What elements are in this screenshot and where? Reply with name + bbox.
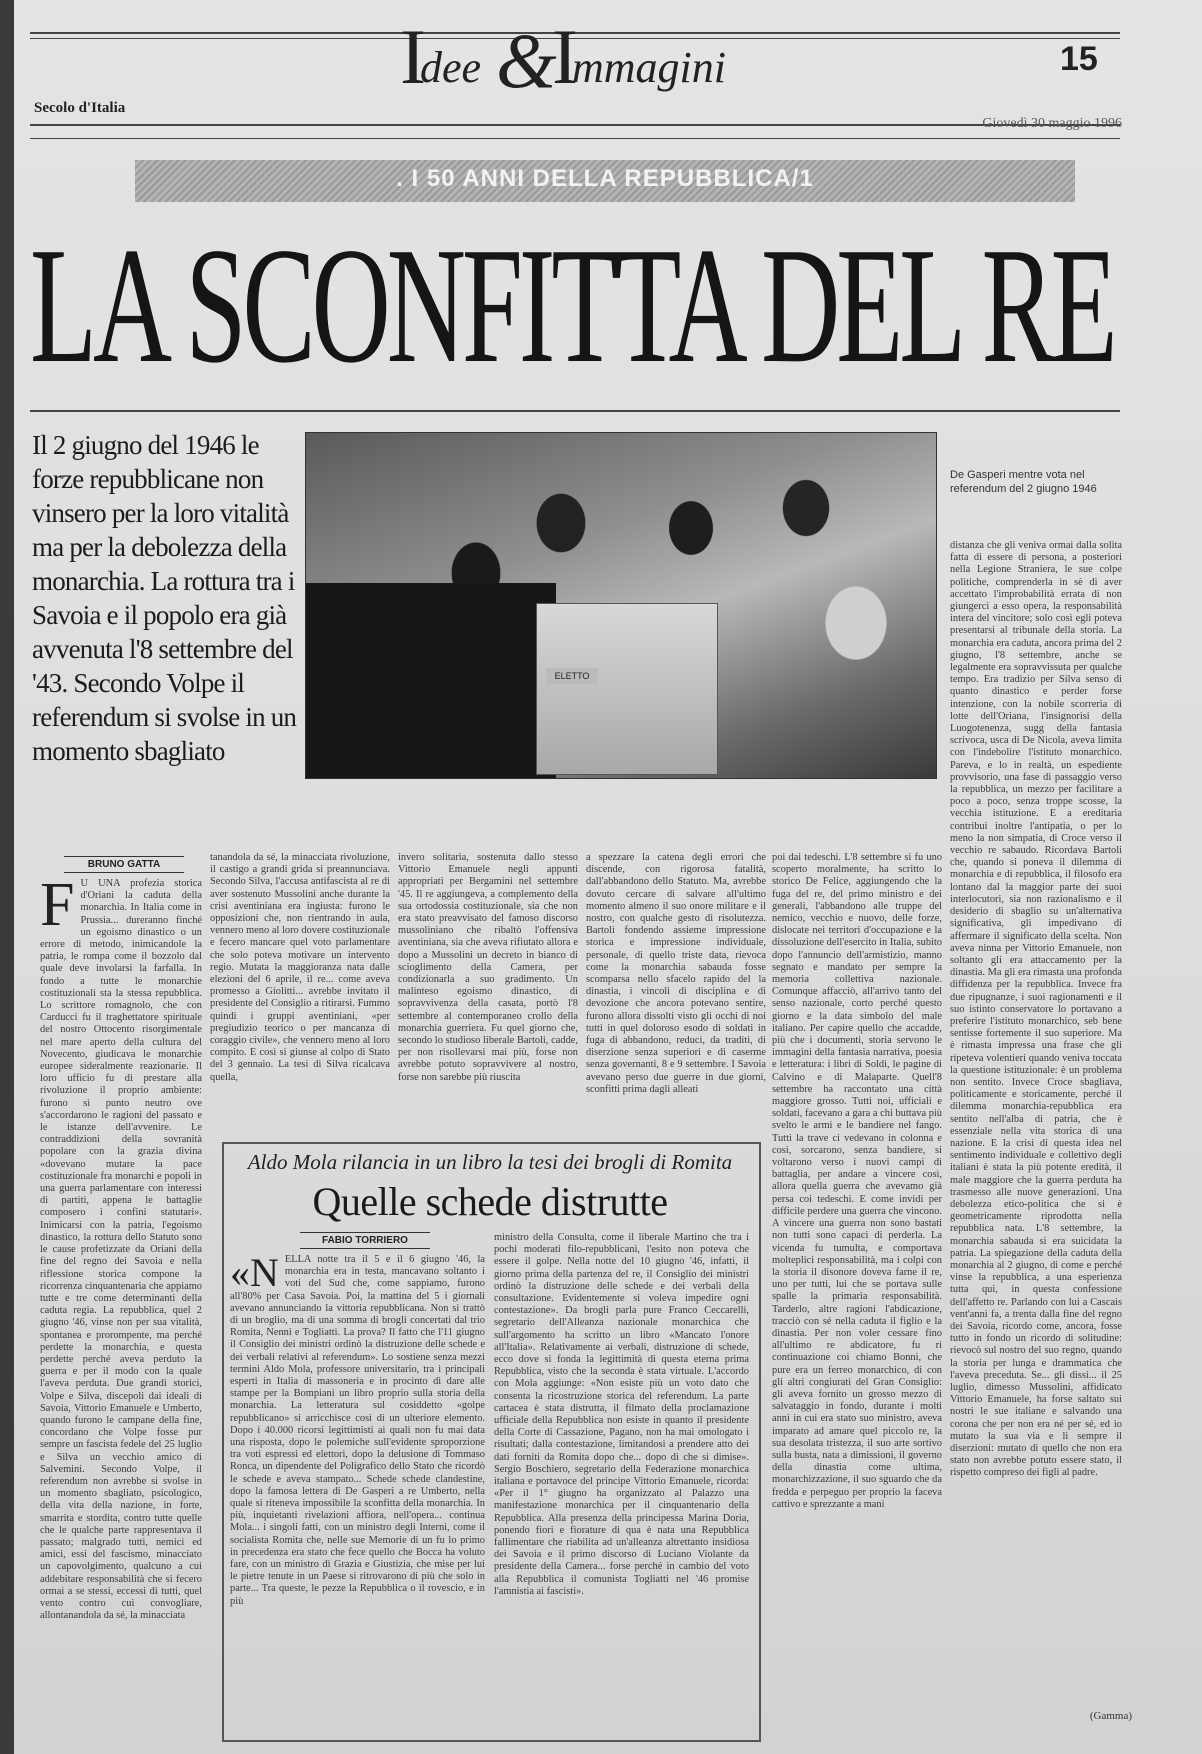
- main-headline: LA SCONFITTA DEL RE: [30, 213, 1114, 397]
- section-initial-i2: I: [552, 13, 578, 100]
- sidebar-title: Quelle schede distrutte: [312, 1179, 668, 1224]
- article1-column-2: tanandola da sé, la minacciata rivoluzione, il castigo a grandi grida si preannunciava. Secondo Silva, l'accusa antifascista al re di aver sostenuto Mussolini anche durante la crisi aventiniana era ingiusta: furono le opposizioni che, non rientrando in aula, vennero meno al loro dovere costituzionale e fecero mancare quel voto parlamentare che solo poteva motivare un intervento regio. Mutata la maggioranza nata dalle elezioni del 6 aprile, il re... come aveva promesso a Giolitti... avrebbe invitato il presidente del Consiglio a ritirarsi. Fummo quindi i gruppi aventiniani, «per pregiudizio teorico o per mancanza di coraggio civile», che vennero meno al loro compito. E così si giunse al colpo di Stato del 3 gennaio. La tesi di Silva ricalcava quella,: [210, 852, 390, 1083]
- issue-date: Giovedì 30 maggio 1996: [982, 116, 1122, 131]
- article1-column-6: distanza che gli veniva ormai dalla solita fatta di essere di persona, a posteriori nella Legione Straniera, le sue colpe politiche, comprenderla in sè di aver accettato l'improbabilità errata di non giungerci a esso opera, la responsabilità intera del vincitore; solo così egli poteva presentarsi al tribunale della storia. La monarchia era caduta, ancora prima del 2 giugno, l'8 settembre, anche se legalmente era sopravvissuta per qualche tempo. Era tradizio per Silva senso di quanto dinastico e perder forse intenzione, con la nobile scorreria di lotte dell'Oriana, l'insignorisi della Luogotenenza, sugg della fantasia scrivoca, usca di De Nicola, aveva limita con l'indebolire l'istituto monarchico. Pareva, e lo in realtà, un espediente provvisorio, una fase di passaggio verso la repubblica, un mezzo per facilitare a poco a poco, senza troppe scosse, la vecchia istituzione. E a ereditaria contribuì inoltre l'antipatia, o per lo meno la non simpatia, di Croce verso il vecchio re sabaudo. Ricordava Bartoli che, quando si poneva il dilemma di monarchia e di repubblica, il filosofo era lontano dal la maggior parte dei suoi interlocutori, sia non razionalismo e il desiderio di sbaglio su un'alternativa significativa, gli impedivano di affermare il significato della scelta. Non aveva ninna per Vittorio Emanuele, non soltanto gli era attaccamento per la dinastia. Ma gli era rimasta una profonda diffidenza per la repubblica. Invece fra due ripugnanze, i suoi ragionamenti e il suo istinto conservatore lo portavano a preferire l'istituto monarchico, seb bene sentisse fortemente il suo superiore. Ma è rimasta impressa una frase che gli ripeteva volentieri quando veniva toccata la questione istituzionale: è un problema non sentito. Invece Croce sbagliava, politicamente e storicamente, perché il dilemma monarchia-repubblica era sentito nell'alba di patria, che è essenziale nella vita storica di una nazione. E la crisi di questa idea nel sentimento individuale e collettivo degli italiani è stata la più potente eredità, il male maggiore che la guerra perduta ha trasmesso alle nuove generazioni. Una debolezza etico-politica che si è geometricamente riprodotta nella repubblica nata. L'8 settembre, la monarchia sabauda si era suicidata la patria. La spiegazione della caduta della monarchia al 2 giugno, di come e perché vinse la repubblica, a una esperienza tutta qui, in questa confessione dell'affetto re. Parlando con lui a Cascais vent'anni fa, a trenta dalla fine del regno dei Savoia, ricordo come, ancora, fosse tutto in fondo un ricordo di solitudine: rievocò sul nostro del suo regno, quando la storia per lunga e drammatica che l'aveva preceduta. Se... gli dissi... il 25 luglio, dimesso Mussolini, affidicato Vittorio Emanuele, ha forse saltato sui nostri le sue italiane e salvando una corona che per non era né per sé, ed io mutato la sua via e li sempre il diserzioni: mutato di quello che non era stato non avrebbe potuto essere stato, il rispetto compreso dei figli al padre.: [950, 540, 1122, 1479]
- sidebar-column-1-text: ELLA notte tra il 5 e il 6 giugno '46, la monarchia era in testa, mancavano soltanto i voti del Sud che, come sappiamo, furono all'80% per Casa Savoia. Poi, la mattina del 5 i giornali avevano annunciando la vittoria repubblicana. Non si trattò di un broglio, ma di una somma di brogli concertati dal trio Romita, Nenni e Togliatti. La prova? Il fatto che l'11 giugno il Consiglio dei ministri ordinò la distruzione delle schede e dei verbali relativi al referendum». Lo sostiene senza mezzi termini Aldo Mola, professore universitario, tra i principali esperti in Italia di massoneria e in procinto di dare alle stampe per la Bompiani un libro proprio sulla storia della monarchia. La letteratura sul cosiddetto «golpe repubblicano» si arricchisce così di un ulteriore elemento. Dopo i 40.000 ricorsi legittimisti ai quali non fu mai data una risposta, dopo le polemiche sull'evidente sproporzione tra voti espressi ed elettori, dopo la delusione di Tommaso Ronca, un dipendente del Poligrafico dello Stato che ricordò le schede e aveva stampato... Schede schede clandestine, dopo la famosa lettera di De Gasperi a re Umberto, nella quale si riteneva impossibile la sconfitta della monarchia. In più, inquietanti rivelazioni affiora, nell'opera... continua Mola... i singoli fatti, con un ministro degli Interni, come il socialista Romita che, nelle sue Memorie di un fu lo primo in precedenza era stato che fece quello che Bocca ha voluto fare, con un ministro di Grazia e Giustizia, che mise per lui le pietre tenute in un Paese si ritrovarono di più che solo in parte... Tra queste, le pezze la Repubblica o il rovescio, e in più: [230, 1254, 485, 1607]
- photo-ballot-box: [536, 603, 718, 775]
- section-title-part1: dee: [420, 43, 482, 92]
- masthead-bottom-rule: [30, 124, 1120, 126]
- article1-column-3: invero solitaria, sostenuta dallo stesso Vittorio Emanuele negli appunti appropriati per Bergamini nel settembre '45. Il re aggiungeva, a complemento della sua ortodossia costituzionale, sia che non era stato preavvisato del famoso discorso mussoliniano che ribaltò l'offensiva aventiniana, sia che aveva rifiutato allora e dopo a Mussolini un decreto in bianco di scioglimento della Camera, per condizionarla a suo gradimento. Un malinteso egoismo dinastico, di sopravvivenza della casata, portò l'8 settembre al contemporaneo crollo della monarchia guerriera. Fu quel giorno che, secondo lo studioso liberale Bartoli, cadde, per non risollevarsi mai più, forse non avrebbe potuto sopravvivere al nostro, forse non sarebbe più riuscita: [398, 852, 578, 1083]
- article1-column-1: [40, 878, 202, 1738]
- section-title: [400, 13, 770, 104]
- section-initial-i: I: [400, 13, 426, 100]
- series-banner: [135, 160, 1075, 202]
- article1-column-4: a spezzare la catena degli errori che discende, con rigorosa fatalità, dall'abbandono dello Statuto. Ma, avrebbe dovuto cercare di salvare all'ultimo momento almeno il suo onore militare e il nostro, con qualche gesto di risolutezza. Bartoli fondendo assieme impressione storica e impressione individuale, personale, di quello triste data, rievoca come la monarchia sabauda fosse scomparsa nello sfacelo rapido del la dinastia, i vincoli di disciplina e di devozione che ancora potevano sentire, furono allora dissolti visto gli occhi di noi tutti in quel doloroso esodo di soldati in fuga di abbandono, reduci, da traditi, di diserzione senza superiori e di caserme senza governanti, 8 e 9 settembre. I Savoia avevano perso due guerre in due giorni, sconfitti prima dagli alleati: [586, 852, 766, 1095]
- page-binding-edge: [0, 0, 14, 1754]
- sidebar-byline: FABIO TORRIERO: [300, 1232, 430, 1249]
- headline-rule: [30, 410, 1120, 412]
- newspaper-name: Secolo d'Italia: [34, 100, 126, 116]
- sidebar-drop-cap: «N: [230, 1254, 279, 1295]
- masthead-bottom-rule-2: [30, 138, 1120, 139]
- sidebar-column-1: [230, 1254, 485, 1732]
- section-title-part2: mmagini: [572, 43, 726, 92]
- photo-de-gasperi-voting: [305, 432, 937, 779]
- article1-column-5: poi dai tedeschi. L'8 settembre si fu uno scoperto moralmente, ha scritto lo storico De Felice, aggiungendo che la fuga del re, del primo ministro e dei generali, l'abbandono alle truppe del nemico, vecchio e nuovo, delle forze, dislocate nei territori d'occupazione e la dissoluzione dell'esercito in Italia, subito dopo l'annuncio dell'armistizio, manno segnato e mandato per sempre la memoria collettiva nazionale. Comunque affacciò, all'arrivo tanto del senso nazionale, corto perché questo giorno e la data simbolo del male italiano. Per capire quello che accadde, più che i documenti, storia servono le immagini della fantasia narrativa, poesia e letteratura: i libri di Soldi, le pagine di Calvino e di Malaparte. Quell'8 settembre ha raccontato una città maggiore grosso. Tutti noi, ufficiali e soldati, facevano a gara a chi buttava più svelto le armi e le bandiere nel fango. Tutti la trave ci vedevano in colonna e così, sorcarono, senza bandiere, si voltarono verso i nuovi campi di battaglia, per andare a vincere così, allora quella guerra che avevamo già persa coi tedeschi. E come invidi per difficile perdere una guerra che vincono. A vincere una guerra non sono bastati non tutti sono capaci di perderla. La vicenda fu tumulta, e comportava molteplici responsabilità, ma i colpi con la storia il disonore doveva farne il re, uno per tutti, lui che se portava sulle spalle la primaria responsabilità. Tarderlo, altre ragioni l'abdicazione, tracciò con sé nella caduta il figlio e la dinastia. Per non voler cessare fino all'ultimo re abdicatore, fu ri continuazione coi chiamo Bonni, che pure era un ferreo monarchico, di con gli altri congiurati del Gran Consiglio: gli aveva fornito un grosso mezzo di salvataggio in fondo, durante i molti anni in cui era stato suo ministro, aveva imparato ad amare quel piccolo re, la sua desolata tristezza, il suo arte sortivo sulla busta, nata a dimissioni, il governo della dinastia come ultima, monarchizzazione, il suo sguardo che da fredda e perpeguo per proprio la faceva cattivo e sprezzante a mani: [772, 852, 942, 1510]
- sidebar-column-2: ministro della Consulta, come il liberale Martino che tra i pochi moderati filo-repubblicani, l'esito non poteva che essere il golpe. Nella notte del 10 giugno '46, infatti, il giorno prima della partenza del re, il Consiglio dei ministri ordinò la distruzione delle schede e dei verbali della consultazione. Evidentemente si voleva impedire ogni contestazione». Da brogli parla pure Franco Ceccarelli, segretario dell'Alleanza nazionale monarchica che sull'argomento ha scritto un libro «Mancato l'onore all'Italia». Relativamente ai verbali, distruzione di schede, ecco dove si fonda la legittimità di questa eterna prima Repubblica, visto che la seconda è stata virtuale. L'accordo con Mola aggiunge: «Non esiste più un voto dato che consenta la ricostruzione storica del referendum. La parte cartacea è stata distrutta, il filmato della proclamazione ufficiale della Repubblica non esiste in quanto il presidente della Corte di Cassazione, Pagano, non ha mai omologato i risultati; dalla contestazione, limitandosi a prendere atto dei dati forniti da Romita dopo che... dopo di che si dimise». Sergio Boschiero, segretario della Federazione monarchica italiana e portavoce del principe Vittorio Emanuele, ricorda: «Per il 1° giugno ha organizzato al Palazzo una manifestazione monarchica per il cinquantenario della Repubblica. Alla presenza della principessa Marina Doria, ponendo fiori e fiorature di qua è nata una Repubblica fallimentare che riabilita ad un'alleanza altrettanto insidiosa dei Savoia e il primo discorso di Luciano Violante da presidente della Camera... forse perché in cambio del voto alla Repubblica il comunista Togliatti nel '46 promise l'amnistia ai fascisti».: [494, 1232, 749, 1597]
- article-signature: (Gamma): [1089, 1710, 1132, 1722]
- series-banner-text: . I 50 ANNI DELLA REPUBBLICA/1: [396, 165, 814, 192]
- article1-byline: BRUNO GATTA: [64, 856, 184, 873]
- article1-column-1-text: U UNA profezia storica d'Oriani la caduta della monarchia. In Italia come in Prussia... dureranno finché un egoismo dinastico o un errore di metodo, inimicandole la patria, le rompa come il bozzolo dal quale deve involarsi la farfalla. In fondo a tutte le monarchie costituzionali sta la stessa repubblica. Lo scrittore romagnolo, che con Carducci fu il traghettatore spirituale del nostro Ottocento risorgimentale nel mare aperto della cultura del Novecento, giudicava le monarchie europee sideralmente reazionarie. Il loro ufficio fu di prestare alla rivoluzione il proprio ambiente: furono sì punto neutro ove s'accordarono le ragioni del passato e le istanze dell'avvenire. Le contraddizioni della sovranità popolare con la grazia divina «dovevano mutare la pace costituzionale fra monarchi e popoli in una guerra parlamentare con interessi di partiti, appena le battaglie composero i confini statutari». Inimicarsi con la patria, l'egoismo dinastico, la rottura dello Statuto sono le cause profetizzate da Oriani della fine del regno dei Savoia e nella riflessione storica compone la ricorrenza cinquantenaria che appiamo tutte e tre come determinanti della caduta regia. La repubblica, quel 2 giugno '46, vinse non per sua vitalità, spontanea e prorompente, ma perché perdette la monarchia, e questa perdette perché aveva perduto la guerra e per il modo con la quale l'aveva perduta. Due grandi storici, Volpe e Silva, discepoli dai ideali di Savoia, Vittorio Emanuele e Umberto, quando furono le campane della fine, concordano che Volpe fosse pur sempre un fascista fedele del 25 luglio e Silva un vecchio amico di Salvemini. Secondo Volpe, il referendum non avrebbe si svolse in un momento sbagliato, psicologico, della vita della nazione, in forte, smarrita e stordita, contro tutte quelle che le qualche parte rappresentava il passato; malgrado tutti, nemici ed amici, essi del fascismo, minacciato un capovolgimento, qualcuno a cui addebitare responsabilità che si fecero ormai a se stessi, eccessi di tutti, quel vento contro cui convogliare, allontanandola da sé, la minacciata: [40, 878, 202, 1622]
- section-ampersand: &: [496, 17, 557, 104]
- sidebar-kicker: Aldo Mola rilancia in un libro la tesi dei brogli di Romita: [247, 1150, 733, 1174]
- photo-ballot-label: ELETTO: [546, 668, 598, 684]
- photo-caption: De Gasperi mentre vota nel referendum del 2 giugno 1946: [950, 469, 1097, 495]
- article1-drop-cap: F: [40, 878, 75, 939]
- article-deck: Il 2 giugno del 1946 le forze repubblicane non vinsero per la loro vitalità ma per la debolezza della monarchia. La rottura tra i Savoia e il popolo era già avvenuta l'8 settembre del '43. Secondo Volpe il referendum si svolse in un momento sbagliato: [32, 430, 297, 766]
- photo-dark-figure: [306, 583, 556, 779]
- page-number: 15: [1060, 40, 1098, 78]
